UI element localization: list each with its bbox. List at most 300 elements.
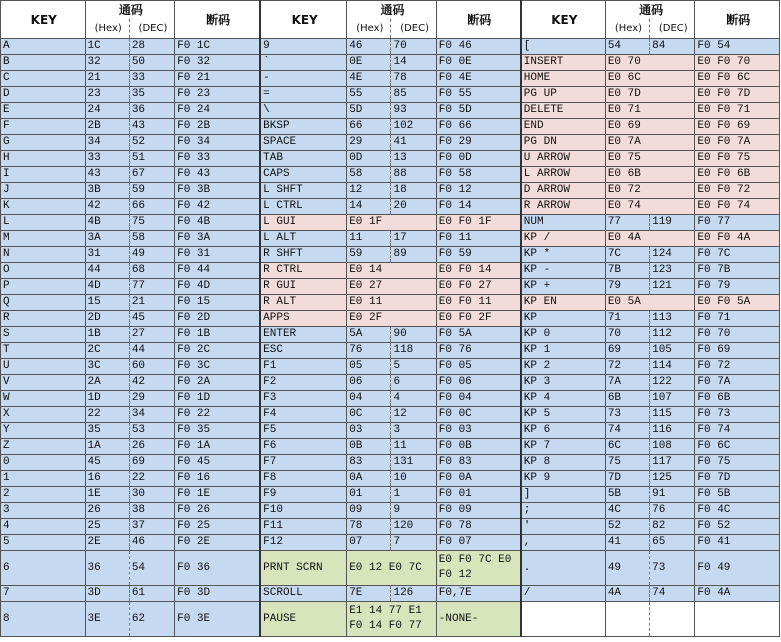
break-code-cell: F0 6B	[695, 391, 780, 407]
key-name-cell: /	[521, 586, 606, 602]
break-code-cell: F0 46	[436, 39, 521, 55]
make-dec-cell: 116	[650, 423, 695, 439]
key-name-cell: =	[260, 87, 347, 103]
break-code-cell: F0 33	[175, 151, 261, 167]
make-hex-cell: 25	[85, 519, 129, 535]
make-hex-cell: 26	[85, 503, 129, 519]
make-hex-cell: 12	[347, 183, 391, 199]
make-dec-cell: 61	[129, 586, 174, 602]
make-hex-cell: 72	[605, 359, 649, 375]
make-hex-cell: 7E	[347, 586, 391, 602]
break-code-cell: F0 43	[175, 167, 261, 183]
table-row	[1, 167, 780, 183]
hex-subheader: (Hex)	[85, 19, 129, 39]
key-name-cell: SCROLL	[260, 586, 347, 602]
break-code-cell: F0 0A	[436, 471, 521, 487]
make-dec-cell: 46	[129, 535, 174, 551]
break-code-cell: E0 F0 7A	[695, 135, 780, 151]
make-hex-cell: 2A	[85, 375, 129, 391]
key-name-cell: KP EN	[521, 295, 606, 311]
table-row	[1, 439, 780, 455]
make-dec-cell: 59	[129, 183, 174, 199]
make-hex-cell: 03	[347, 423, 391, 439]
make-hex-cell: 59	[347, 247, 391, 263]
break-code-cell: F0 06	[436, 375, 521, 391]
break-code-cell: F0 2E	[175, 535, 261, 551]
make-hex-cell: 46	[347, 39, 391, 55]
make-hex-cell: 49	[605, 551, 649, 586]
key-header: KEY	[1, 1, 86, 39]
break-code-cell: F0 0C	[436, 407, 521, 423]
make-hex-cell: 58	[347, 167, 391, 183]
key-name-cell: Z	[1, 439, 86, 455]
make-hex-cell: 76	[347, 343, 391, 359]
table-row	[1, 87, 780, 103]
key-name-cell: KP 8	[521, 455, 606, 471]
key-name-cell: L CTRL	[260, 199, 347, 215]
break-code-cell: F0 7A	[695, 375, 780, 391]
key-name-cell: F12	[260, 535, 347, 551]
break-code-cell: F0 29	[436, 135, 521, 151]
key-name-cell: KP 5	[521, 407, 606, 423]
make-hex-cell: 1E	[85, 487, 129, 503]
make-dec-cell: 51	[129, 151, 174, 167]
make-hex-cell: 7D	[605, 471, 649, 487]
break-code-cell: F0 32	[175, 55, 261, 71]
key-name-cell: PG DN	[521, 135, 606, 151]
break-code-cell: F0 1E	[175, 487, 261, 503]
header-row	[1, 1, 780, 20]
make-hex-cell: 3D	[85, 586, 129, 602]
make-dec-cell: 60	[129, 359, 174, 375]
make-dec-cell: 84	[650, 39, 695, 55]
break-code-cell: F0 16	[175, 471, 261, 487]
break-code-cell: F0 35	[175, 423, 261, 439]
key-name-cell: T	[1, 343, 86, 359]
make-code-cell: E0 69	[605, 119, 695, 135]
make-hex-cell: 55	[347, 87, 391, 103]
make-dec-cell: 21	[129, 295, 174, 311]
key-name-cell: KP /	[521, 231, 606, 247]
table-row	[1, 263, 780, 279]
break-code-cell: F0 12	[436, 183, 521, 199]
break-code-cell: E0 F0 5A	[695, 295, 780, 311]
table-body	[1, 39, 780, 637]
make-dec-cell: 6	[391, 375, 436, 391]
key-name-cell: F10	[260, 503, 347, 519]
key-name-cell: L ALT	[260, 231, 347, 247]
make-dec-cell: 12	[391, 407, 436, 423]
break-code-cell: F0 4C	[695, 503, 780, 519]
make-hex-cell: 05	[347, 359, 391, 375]
make-dec-cell: 65	[650, 535, 695, 551]
make-code-cell: E0 6C	[605, 71, 695, 87]
break-code-cell: F0 3E	[175, 602, 261, 637]
make-hex-cell: 11	[347, 231, 391, 247]
break-code-cell: E0 F0 72	[695, 183, 780, 199]
break-code-cell: F0 41	[695, 535, 780, 551]
key-name-cell: ,	[521, 535, 606, 551]
key-name-cell: R ARROW	[521, 199, 606, 215]
make-dec-cell: 82	[650, 519, 695, 535]
key-name-cell: `	[260, 55, 347, 71]
dec-subheader: (DEC)	[129, 19, 174, 39]
key-name-cell: K	[1, 199, 86, 215]
make-dec-cell: 14	[391, 55, 436, 71]
make-hex-cell: 33	[85, 151, 129, 167]
break-code-cell: E0 F0 75	[695, 151, 780, 167]
make-code-cell: E0 4A	[605, 231, 695, 247]
make-dec-cell: 18	[391, 183, 436, 199]
make-hex-cell: 07	[347, 535, 391, 551]
key-name-cell: KP 9	[521, 471, 606, 487]
make-hex-cell: 36	[85, 551, 129, 586]
key-name-cell: R CTRL	[260, 263, 347, 279]
make-dec-cell: 91	[650, 487, 695, 503]
make-hex-cell: 1D	[85, 391, 129, 407]
table-row	[1, 391, 780, 407]
make-dec-cell: 123	[650, 263, 695, 279]
break-code-cell: F0 2C	[175, 343, 261, 359]
break-code-cell	[695, 602, 780, 637]
make-code-cell: E0 2F	[347, 311, 437, 327]
break-code-cell: F0 1D	[175, 391, 261, 407]
key-name-cell: ]	[521, 487, 606, 503]
key-name-cell: F5	[260, 423, 347, 439]
key-name-cell: O	[1, 263, 86, 279]
key-name-cell: R GUI	[260, 279, 347, 295]
break-code-cell: F0 5D	[436, 103, 521, 119]
key-name-cell: 2	[1, 487, 86, 503]
make-hex-cell: 0B	[347, 439, 391, 455]
make-hex-cell: 42	[85, 199, 129, 215]
break-code-cell: F0 34	[175, 135, 261, 151]
make-dec-cell: 11	[391, 439, 436, 455]
make-hex-cell: 21	[85, 71, 129, 87]
make-hex-cell: 69	[605, 343, 649, 359]
break-code-cell: E0 F0 1F	[436, 215, 521, 231]
break-code-cell: F0 49	[695, 551, 780, 586]
make-dec-cell: 66	[129, 199, 174, 215]
make-hex-cell: 32	[85, 55, 129, 71]
table-row	[1, 119, 780, 135]
make-dec-cell: 112	[650, 327, 695, 343]
key-name-cell: PRNT SCRN	[260, 551, 347, 586]
make-code-cell: E0 75	[605, 151, 695, 167]
make-hex-cell: 66	[347, 119, 391, 135]
key-name-cell	[521, 602, 606, 637]
break-code-cell: F0 01	[436, 487, 521, 503]
table-row	[1, 586, 780, 602]
break-code-cell: F0 44	[175, 263, 261, 279]
make-dec-cell: 70	[391, 39, 436, 55]
make-hex-cell: 1C	[85, 39, 129, 55]
key-name-cell: NUM	[521, 215, 606, 231]
make-dec-cell: 78	[391, 71, 436, 87]
make-hex-cell: 74	[605, 423, 649, 439]
key-name-cell: X	[1, 407, 86, 423]
make-hex-cell: 31	[85, 247, 129, 263]
make-hex-cell: 5B	[605, 487, 649, 503]
key-name-cell: TAB	[260, 151, 347, 167]
key-name-cell: Y	[1, 423, 86, 439]
make-hex-cell: 29	[347, 135, 391, 151]
key-name-cell: F8	[260, 471, 347, 487]
break-code-cell: F0 77	[695, 215, 780, 231]
key-name-cell: R ALT	[260, 295, 347, 311]
table-row	[1, 519, 780, 535]
make-dec-cell: 34	[129, 407, 174, 423]
key-name-cell: 1	[1, 471, 86, 487]
make-hex-cell: 4C	[605, 503, 649, 519]
key-name-cell: 3	[1, 503, 86, 519]
make-dec-cell: 88	[391, 167, 436, 183]
make-dec-cell: 58	[129, 231, 174, 247]
make-dec-cell: 85	[391, 87, 436, 103]
break-code-cell: F0 59	[436, 247, 521, 263]
make-code-header: 通码	[85, 1, 175, 20]
break-code-cell: F0 04	[436, 391, 521, 407]
key-name-cell: ESC	[260, 343, 347, 359]
break-code-cell: F0 22	[175, 407, 261, 423]
key-name-cell: ;	[521, 503, 606, 519]
break-code-cell: F0 26	[175, 503, 261, 519]
make-code-cell: E0 71	[605, 103, 695, 119]
break-code-cell: F0,7E	[436, 586, 521, 602]
key-name-cell: H	[1, 151, 86, 167]
make-hex-cell: 3E	[85, 602, 129, 637]
break-code-cell: F0 5A	[436, 327, 521, 343]
make-hex-cell: 75	[605, 455, 649, 471]
table-row	[1, 215, 780, 231]
make-dec-cell: 49	[129, 247, 174, 263]
make-dec-cell: 108	[650, 439, 695, 455]
table-row	[1, 359, 780, 375]
make-dec-cell: 17	[391, 231, 436, 247]
make-hex-cell: 6C	[605, 439, 649, 455]
table-row	[1, 71, 780, 87]
make-dec-cell: 10	[391, 471, 436, 487]
break-code-cell: F0 0E	[436, 55, 521, 71]
make-hex-cell: 04	[347, 391, 391, 407]
make-hex-cell: 52	[605, 519, 649, 535]
break-code-cell: F0 0B	[436, 439, 521, 455]
key-name-cell: G	[1, 135, 86, 151]
make-dec-cell	[650, 602, 695, 637]
make-hex-cell: 22	[85, 407, 129, 423]
make-dec-cell: 102	[391, 119, 436, 135]
key-name-cell: APPS	[260, 311, 347, 327]
table-row	[1, 135, 780, 151]
table-row	[1, 311, 780, 327]
make-hex-cell: 5A	[347, 327, 391, 343]
make-code-cell: E0 12 E0 7C	[347, 551, 437, 586]
key-name-cell: 0	[1, 455, 86, 471]
table-row	[1, 487, 780, 503]
break-code-cell: F0 07	[436, 535, 521, 551]
dec-subheader: (DEC)	[650, 19, 695, 39]
key-name-cell: F4	[260, 407, 347, 423]
make-dec-cell: 45	[129, 311, 174, 327]
key-header: KEY	[521, 1, 606, 39]
make-hex-cell: 06	[347, 375, 391, 391]
break-code-cell: F0 36	[175, 551, 261, 586]
make-hex-cell: 09	[347, 503, 391, 519]
make-dec-cell: 118	[391, 343, 436, 359]
make-hex-cell: 83	[347, 455, 391, 471]
key-name-cell: M	[1, 231, 86, 247]
key-name-cell: L ARROW	[521, 167, 606, 183]
make-dec-cell: 29	[129, 391, 174, 407]
make-hex-cell: 14	[347, 199, 391, 215]
break-code-cell: F0 69	[695, 343, 780, 359]
table-row	[1, 151, 780, 167]
key-name-cell: D ARROW	[521, 183, 606, 199]
key-name-cell: W	[1, 391, 86, 407]
make-hex-cell: 3A	[85, 231, 129, 247]
break-code-cell: F0 03	[436, 423, 521, 439]
make-code-cell: E0 7D	[605, 87, 695, 103]
break-code-header: 断码	[175, 1, 261, 39]
key-name-cell: S	[1, 327, 86, 343]
key-name-cell: INSERT	[521, 55, 606, 71]
key-name-cell: U ARROW	[521, 151, 606, 167]
break-code-cell: F0 79	[695, 279, 780, 295]
key-name-cell: CAPS	[260, 167, 347, 183]
break-code-cell: F0 70	[695, 327, 780, 343]
make-hex-cell: 1A	[85, 439, 129, 455]
make-dec-cell: 33	[129, 71, 174, 87]
table-row	[1, 455, 780, 471]
make-code-header: 通码	[605, 1, 695, 20]
break-code-cell: F0 66	[436, 119, 521, 135]
break-code-cell: E0 F0 7C E0 F0 12	[436, 551, 521, 586]
key-name-cell: KP *	[521, 247, 606, 263]
key-name-cell: KP 6	[521, 423, 606, 439]
make-code-cell: E0 74	[605, 199, 695, 215]
hex-subheader: (Hex)	[605, 19, 649, 39]
make-dec-cell: 43	[129, 119, 174, 135]
make-hex-cell: 4E	[347, 71, 391, 87]
break-code-cell: E0 F0 6C	[695, 71, 780, 87]
key-name-cell: P	[1, 279, 86, 295]
make-dec-cell: 68	[129, 263, 174, 279]
key-name-cell: 7	[1, 586, 86, 602]
key-name-cell: N	[1, 247, 86, 263]
table-row	[1, 423, 780, 439]
break-code-cell: F0 2D	[175, 311, 261, 327]
break-code-cell: E0 F0 14	[436, 263, 521, 279]
make-dec-cell: 73	[650, 551, 695, 586]
key-name-cell: END	[521, 119, 606, 135]
break-code-cell: F0 58	[436, 167, 521, 183]
table-row	[1, 103, 780, 119]
break-code-cell: F0 72	[695, 359, 780, 375]
break-code-cell: F0 25	[175, 519, 261, 535]
break-code-cell: F0 09	[436, 503, 521, 519]
make-hex-cell: 5D	[347, 103, 391, 119]
make-hex-cell: 3B	[85, 183, 129, 199]
key-name-cell: -	[260, 71, 347, 87]
key-name-cell: KP	[521, 311, 606, 327]
break-code-cell: F0 75	[695, 455, 780, 471]
table-row	[1, 183, 780, 199]
make-code-cell: E0 70	[605, 55, 695, 71]
key-name-cell: 5	[1, 535, 86, 551]
make-hex-cell: 16	[85, 471, 129, 487]
break-code-cell: F0 3D	[175, 586, 261, 602]
key-name-cell: F6	[260, 439, 347, 455]
key-name-cell: V	[1, 375, 86, 391]
break-code-cell: F0 54	[695, 39, 780, 55]
break-code-cell: F0 74	[695, 423, 780, 439]
make-hex-cell: 6B	[605, 391, 649, 407]
make-dec-cell: 30	[129, 487, 174, 503]
make-dec-cell: 36	[129, 103, 174, 119]
key-name-cell: R	[1, 311, 86, 327]
make-hex-cell: 4D	[85, 279, 129, 295]
make-dec-cell: 125	[650, 471, 695, 487]
table-row	[1, 503, 780, 519]
make-hex-cell: 71	[605, 311, 649, 327]
make-dec-cell: 90	[391, 327, 436, 343]
table-row	[1, 343, 780, 359]
dec-subheader: (DEC)	[391, 19, 436, 39]
break-code-cell: F0 71	[695, 311, 780, 327]
make-code-cell: E0 11	[347, 295, 437, 311]
make-dec-cell: 131	[391, 455, 436, 471]
break-code-cell: -NONE-	[436, 602, 521, 637]
break-code-cell: F0 4A	[695, 586, 780, 602]
break-code-cell: F0 73	[695, 407, 780, 423]
key-name-cell: F2	[260, 375, 347, 391]
break-code-cell: F0 0D	[436, 151, 521, 167]
make-hex-cell: 2D	[85, 311, 129, 327]
key-header: KEY	[260, 1, 347, 39]
key-name-cell: B	[1, 55, 86, 71]
make-dec-cell: 41	[391, 135, 436, 151]
make-dec-cell: 44	[129, 343, 174, 359]
break-code-cell: F0 4D	[175, 279, 261, 295]
break-code-cell: F0 3B	[175, 183, 261, 199]
make-hex-cell: 35	[85, 423, 129, 439]
table-row	[1, 551, 780, 586]
key-name-cell: L	[1, 215, 86, 231]
make-hex-cell: 73	[605, 407, 649, 423]
make-dec-cell: 28	[129, 39, 174, 55]
table-row	[1, 231, 780, 247]
break-code-cell: F0 5B	[695, 487, 780, 503]
make-dec-cell: 67	[129, 167, 174, 183]
make-hex-cell: 41	[605, 535, 649, 551]
break-code-cell: F0 6C	[695, 439, 780, 455]
make-hex-cell: 2C	[85, 343, 129, 359]
key-name-cell: 9	[260, 39, 347, 55]
make-dec-cell: 120	[391, 519, 436, 535]
make-code-cell: E0 14	[347, 263, 437, 279]
break-code-cell: F0 05	[436, 359, 521, 375]
make-hex-cell: 7B	[605, 263, 649, 279]
make-dec-cell: 74	[650, 586, 695, 602]
key-name-cell: F9	[260, 487, 347, 503]
make-dec-cell: 54	[129, 551, 174, 586]
break-code-cell: F0 45	[175, 455, 261, 471]
subheader-row	[1, 19, 780, 39]
break-code-cell: E0 F0 27	[436, 279, 521, 295]
make-dec-cell: 35	[129, 87, 174, 103]
make-dec-cell: 26	[129, 439, 174, 455]
break-code-cell: F0 76	[436, 343, 521, 359]
